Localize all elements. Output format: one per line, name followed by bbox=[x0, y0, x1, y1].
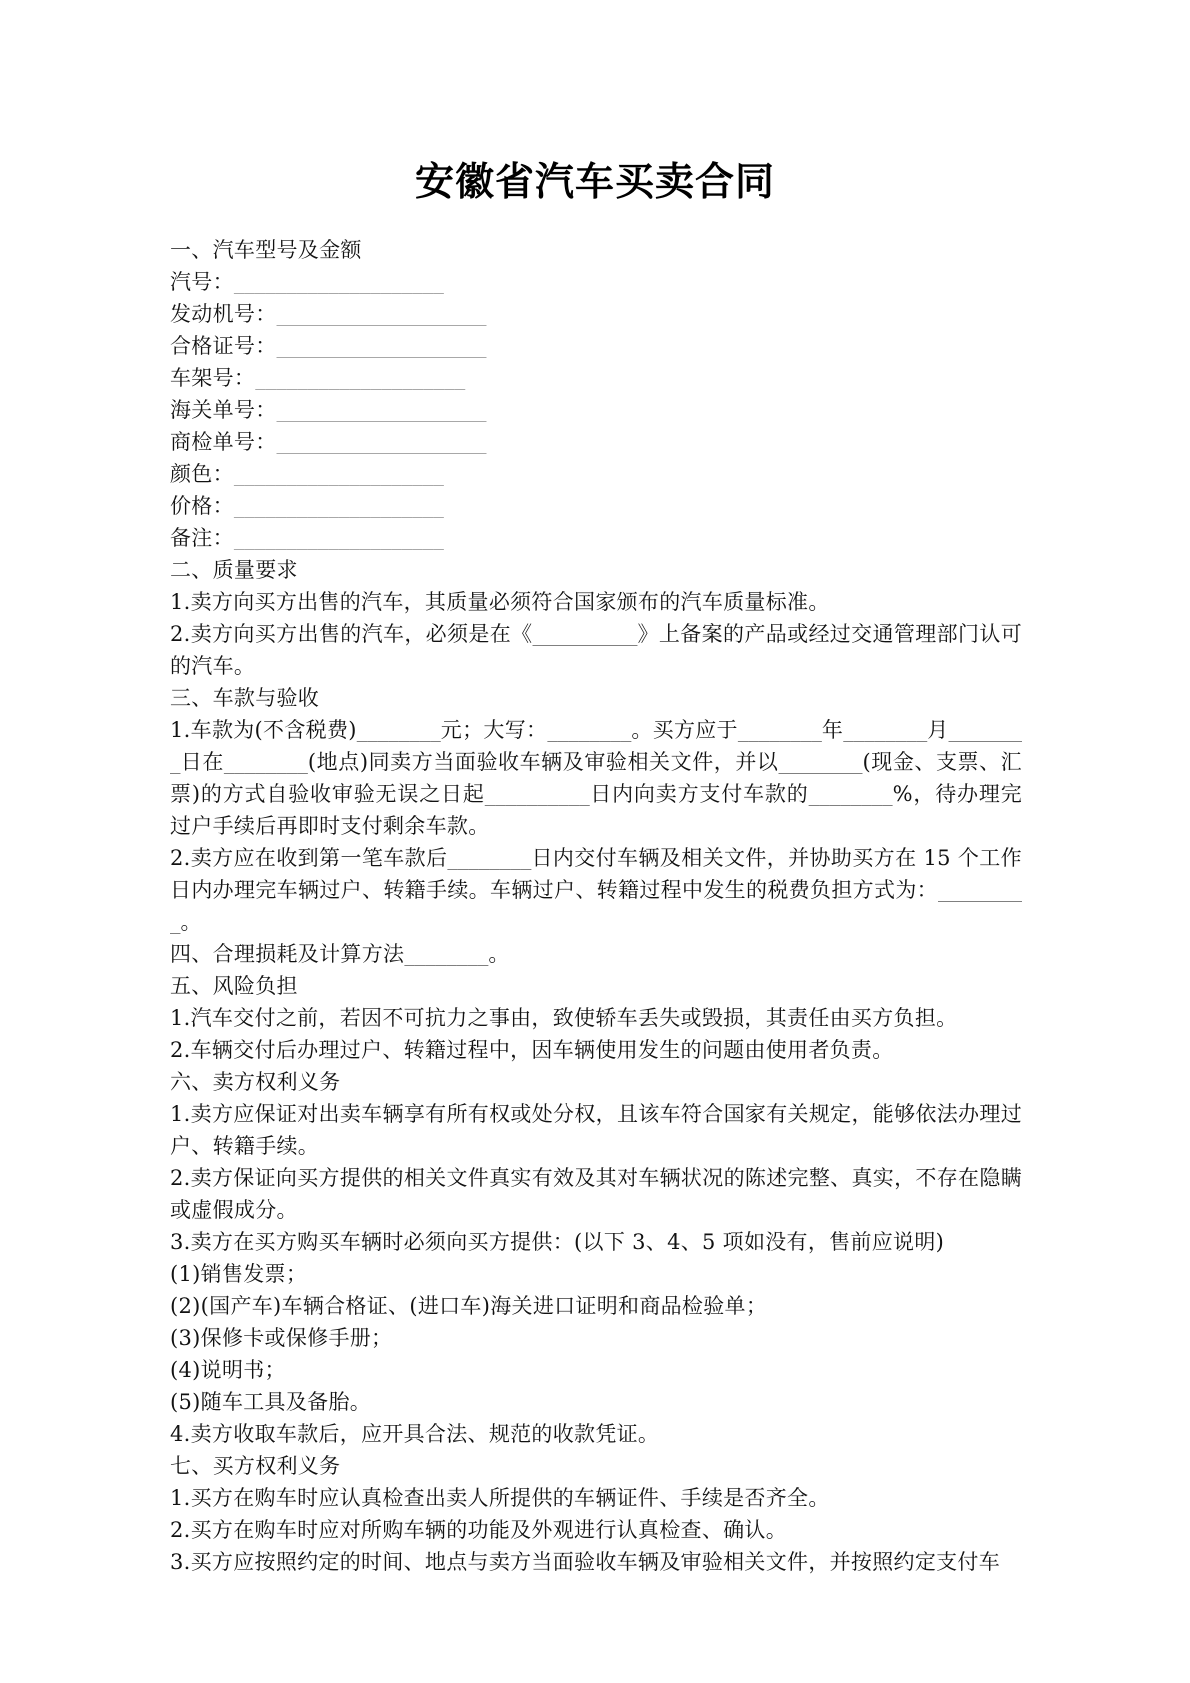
contract-body bbox=[170, 234, 1022, 1578]
blank-field: ________ bbox=[404, 941, 489, 966]
contract-paragraph: 2.车辆交付后办理过户、转籍过程中，因车辆使用发生的问题由使用者负责。 bbox=[170, 1037, 894, 1062]
field-line: 汽号：____________________ bbox=[170, 269, 444, 294]
contract-paragraph: (2)(国产车)车辆合格证、(进口车)海关进口证明和商品检验单； bbox=[170, 1293, 768, 1318]
blank-field: ________ bbox=[843, 717, 928, 742]
contract-paragraph: 1.汽车交付之前，若因不可抗力之事由，致使轿车丢失或毁损，其责任由买方负担。 bbox=[170, 1005, 958, 1030]
blank-field: __________ bbox=[532, 621, 638, 646]
blank-field: ____________________ bbox=[276, 397, 487, 422]
section-heading: 六、卖方权利义务 bbox=[170, 1069, 341, 1094]
section-heading: 三、车款与验收 bbox=[170, 685, 320, 710]
field-line: 颜色：____________________ bbox=[170, 461, 444, 486]
blank-field: ________ bbox=[223, 749, 308, 774]
blank-field: ____________________ bbox=[276, 301, 487, 326]
field-line: 商检单号：____________________ bbox=[170, 429, 487, 454]
contract-paragraph: 4.卖方收取车款后，应开具合法、规范的收款凭证。 bbox=[170, 1421, 660, 1446]
contract-paragraph: 2.卖方向买方出售的汽车，必须是在《__________》上备案的产品或经过交通管理部门认可的汽车。 bbox=[170, 621, 1022, 678]
section-heading: 一、汽车型号及金额 bbox=[170, 237, 362, 262]
blank-field: __________ bbox=[484, 781, 590, 806]
section-heading: 五、风险负担 bbox=[170, 973, 298, 998]
contract-paragraph: 1.买方在购车时应认真检查出卖人所提供的车辆证件、手续是否齐全。 bbox=[170, 1485, 830, 1510]
blank-field: ________ bbox=[808, 781, 893, 806]
contract-paragraph: (5)随车工具及备胎。 bbox=[170, 1389, 372, 1414]
field-line: 海关单号：____________________ bbox=[170, 397, 487, 422]
section-heading: 七、买方权利义务 bbox=[170, 1453, 341, 1478]
blank-field: _________ bbox=[170, 877, 1022, 934]
contract-paragraph: 3.买方应按照约定的时间、地点与卖方当面验收车辆及审验相关文件，并按照约定支付车 bbox=[170, 1549, 1001, 1574]
section-heading: 四、合理损耗及计算方法________。 bbox=[170, 941, 510, 966]
field-line: 合格证号：____________________ bbox=[170, 333, 487, 358]
contract-paragraph: 1.卖方向买方出售的汽车，其质量必须符合国家颁布的汽车质量标准。 bbox=[170, 589, 830, 614]
blank-field: ____________________ bbox=[233, 269, 444, 294]
contract-paragraph: 2.卖方保证向买方提供的相关文件真实有效及其对车辆状况的陈述完整、真实，不存在隐瞒或虚假成分。 bbox=[170, 1165, 1022, 1222]
contract-paragraph: 2.买方在购车时应对所购车辆的功能及外观进行认真检查、确认。 bbox=[170, 1517, 788, 1542]
section-heading: 二、质量要求 bbox=[170, 557, 298, 582]
field-line: 价格：____________________ bbox=[170, 493, 444, 518]
field-line: 发动机号：____________________ bbox=[170, 301, 487, 326]
blank-field: ________ bbox=[170, 717, 1022, 774]
blank-field: ________ bbox=[737, 717, 822, 742]
contract-paragraph: (4)说明书； bbox=[170, 1357, 286, 1382]
field-line: 车架号：____________________ bbox=[170, 365, 466, 390]
blank-field: ________ bbox=[547, 717, 632, 742]
blank-field: ____________________ bbox=[276, 333, 487, 358]
field-line: 备注：____________________ bbox=[170, 525, 444, 550]
blank-field: ________ bbox=[778, 749, 863, 774]
contract-paragraph: 2.卖方应在收到第一笔车款后________日内交付车辆及相关文件，并协助买方在 15 个工作日内办理完车辆过户、转籍手续。车辆过户、转籍过程中发生的税费负担方式为：_________。 bbox=[170, 845, 1022, 934]
blank-field: ____________________ bbox=[233, 493, 444, 518]
contract-paragraph: 3.卖方在买方购买车辆时必须向买方提供：(以下 3、4、5 项如没有，售前应说明) bbox=[170, 1229, 945, 1254]
blank-field: ____________________ bbox=[276, 429, 487, 454]
blank-field: ____________________ bbox=[233, 461, 444, 486]
blank-field: ____________________ bbox=[255, 365, 466, 390]
contract-paragraph: 1.卖方应保证对出卖车辆享有所有权或处分权，且该车符合国家有关规定，能够依法办理过户、转籍手续。 bbox=[170, 1101, 1022, 1158]
contract-paragraph: (1)销售发票； bbox=[170, 1261, 308, 1286]
blank-field: ________ bbox=[447, 845, 532, 870]
blank-field: ____________________ bbox=[233, 525, 444, 550]
contract-paragraph: 1.车款为(不含税费)________元；大写：________。买方应于________年________月________日在________(地点)同卖方当面验收车辆及审验相关文件，并以________(现金、支票、汇票)的方式自验收审验无误之日起__________日内向卖方支付车款的________%，待办理完过户手续后再即时支付剩余车款。 bbox=[170, 717, 1022, 838]
document-title: 安徽省汽车买卖合同 bbox=[414, 159, 775, 205]
blank-field: ________ bbox=[356, 717, 441, 742]
contract-paragraph: (3)保修卡或保修手册； bbox=[170, 1325, 393, 1350]
